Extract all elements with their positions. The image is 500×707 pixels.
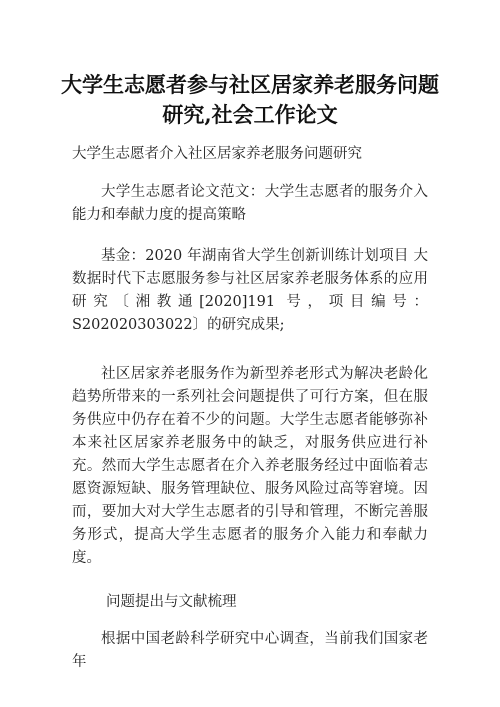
document-subtitle: 大学生志愿者介入社区居家养老服务问题研究 (72, 146, 362, 162)
paragraph-survey: 根据中国老龄科学研究中心调查，当前我们国家老年 (72, 631, 428, 670)
paragraph-funding: 基金：2020 年湖南省大学生创新训练计划项目 大数据时代下志愿服务参与社区居家养老服务体系的应用研究〔湘教通[2020]191 号，项目编号：S202020303022〕的研究成果; (72, 248, 428, 333)
section-heading: 问题提出与文献梳理 (106, 594, 237, 610)
title-line-2: 研究,社会工作论文 (162, 102, 338, 127)
paragraph-abstract: 社区居家养老服务作为新型养老形式为解决老龄化趋势所带来的一系列社会问题提供了可行方案，但在服务供应中仍存在着不少的问题。大学生志愿者能够弥补本来社区居家养老服务中的缺乏，对服务供应进行补充。然而大学生志愿者在介入养老服务经过中面临着志愿资源短缺、服务管理缺位、服务风险过高等窘境。因而，要加大对大学生志愿者的引导和管理，不断完善服务形式，提高大学生志愿者的服务介入能力和奉献力度。 (72, 366, 428, 566)
paragraph-essay-sample: 大学生志愿者论文范文：大学生志愿者的服务介入能力和奉献力度的提高策略 (72, 184, 428, 223)
title-line-1: 大学生志愿者参与社区居家养老服务问题 (61, 72, 439, 97)
document-title (40, 70, 460, 130)
